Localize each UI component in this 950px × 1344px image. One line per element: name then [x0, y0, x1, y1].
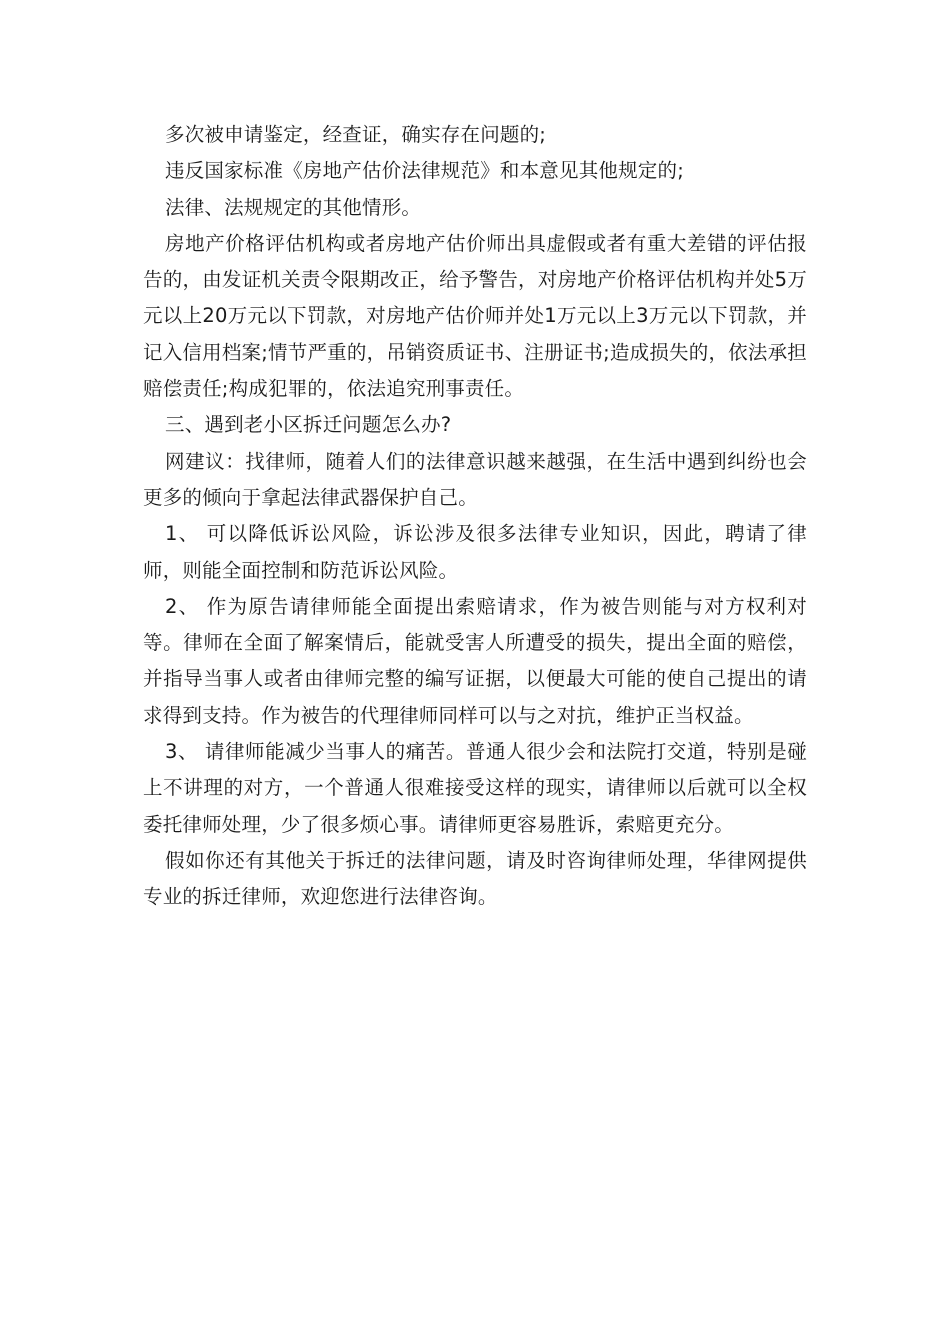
list-item: 2、 作为原告请律师能全面提出索赔请求，作为被告则能与对方权利对等。律师在全面了解案情后，能就受害人所遭受的损失，提出全面的赔偿，并指导当事人或者由律师完整的编写证据，以便最大可能的使自己提出的请求得到支持。作为被告的代理律师同样可以与之对抗，维护正当权益。 — [143, 594, 807, 727]
document-body — [143, 117, 807, 916]
section-heading: 三、遇到老小区拆迁问题怎么办? — [165, 413, 452, 437]
list-item: 3、 请律师能减少当事人的痛苦。普通人很少会和法院打交道，特别是碰上不讲理的对方，一个普通人很难接受这样的现实，请律师以后就可以全权委托律师处理，少了很多烦心事。请律师更容易胜诉，索赔更充分。 — [143, 740, 807, 836]
paragraph: 违反国家标准《房地产估价法律规范》和本意见其他规定的; — [165, 159, 684, 183]
paragraph: 多次被申请鉴定，经查证，确实存在问题的; — [165, 123, 547, 146]
paragraph: 网建议：找律师，随着人们的法律意识越来越强，在生活中遇到纠纷也会更多的倾向于拿起法律武器保护自己。 — [143, 449, 807, 509]
paragraph: 法律、法规规定的其他情形。 — [165, 195, 422, 219]
paragraph: 房地产价格评估机构或者房地产估价师出具虚假或者有重大差错的评估报告的，由发证机关责令限期改正，给予警告，对房地产价格评估机构并处5万元以上20万元以下罚款，对房地产估价师并处1万元以上3万元以下罚款，并记入信用档案;情节严重的，吊销资质证书、注册证书;造成损失的，依法承担赔偿责任;构成犯罪的，依法追究刑事责任。 — [143, 231, 807, 401]
paragraph: 假如你还有其他关于拆迁的法律问题，请及时咨询律师处理，华律网提供专业的拆迁律师，欢迎您进行法律咨询。 — [143, 848, 807, 909]
list-item: 1、 可以降低诉讼风险，诉讼涉及很多法律专业知识，因此，聘请了律师，则能全面控制和防范诉讼风险。 — [143, 522, 807, 582]
